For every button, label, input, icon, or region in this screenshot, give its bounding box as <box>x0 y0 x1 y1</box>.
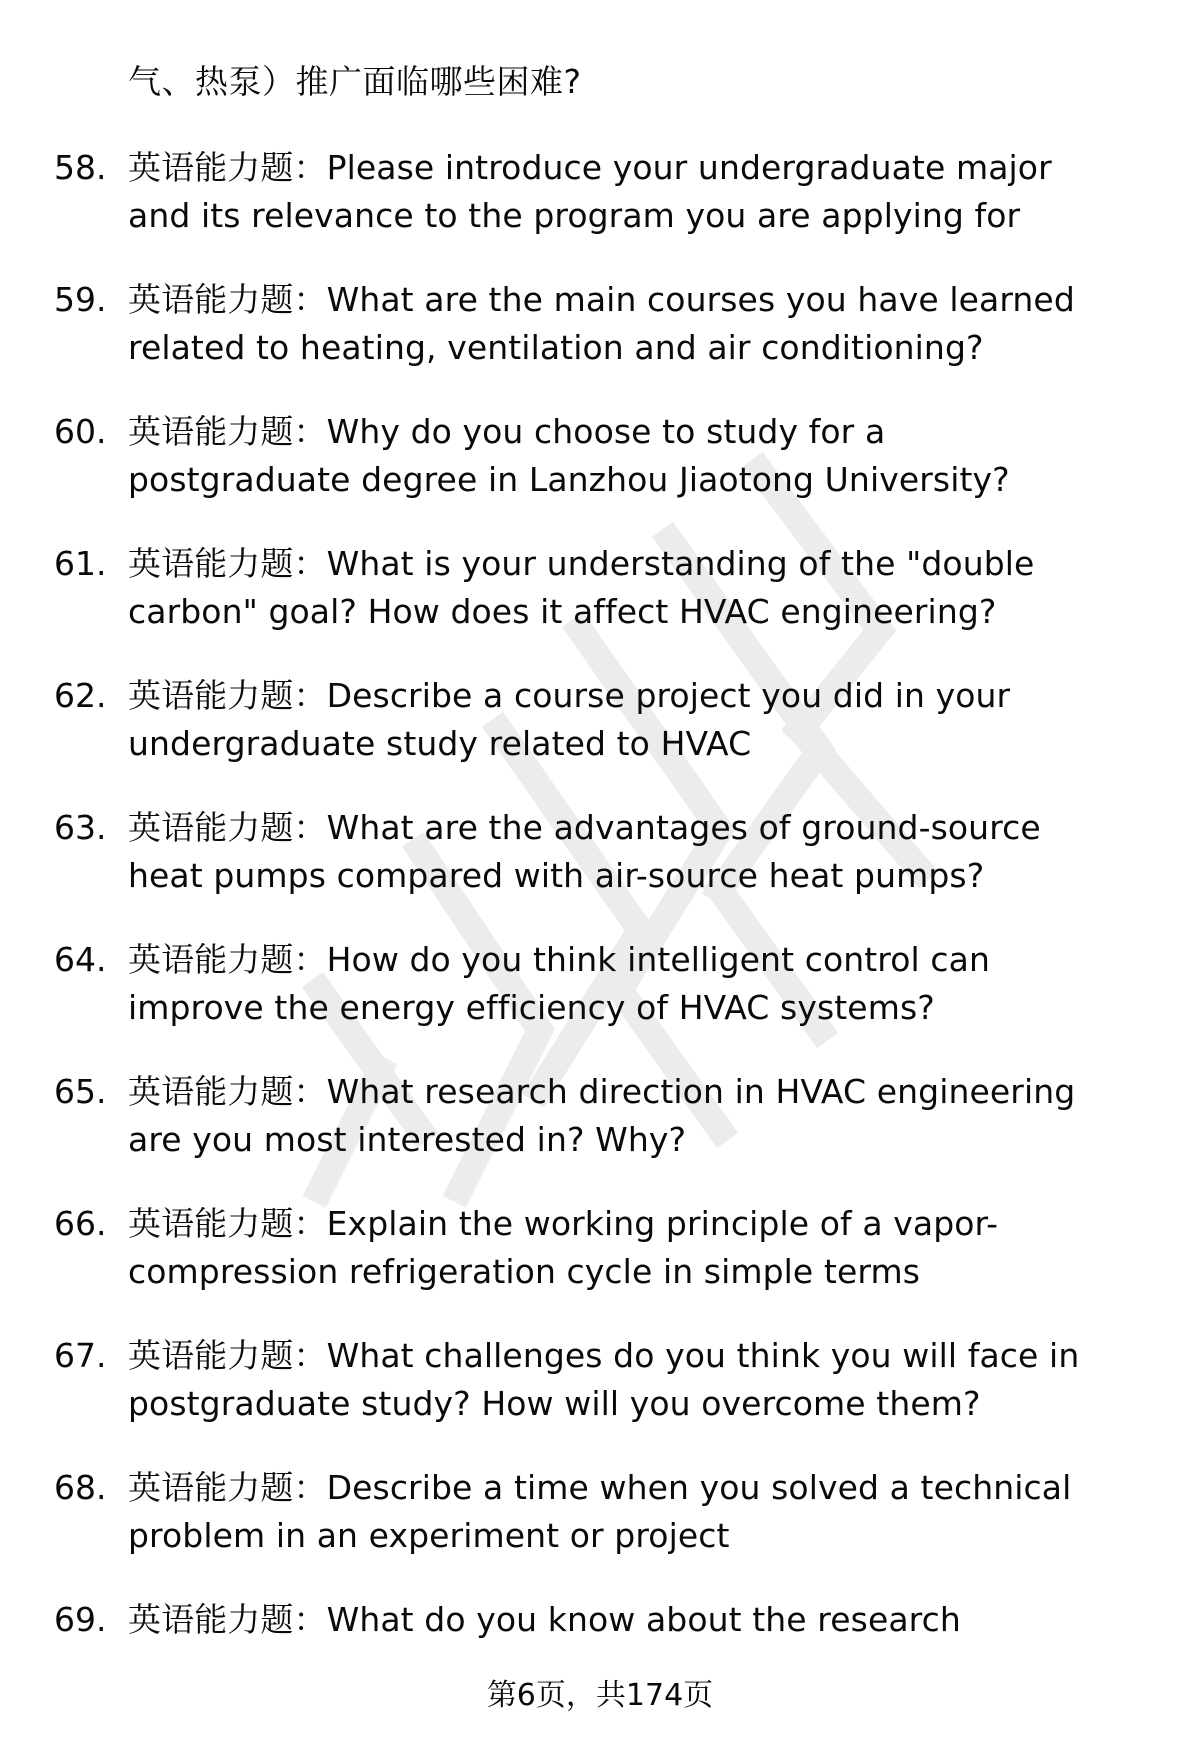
question-line-1: What are the main courses you have learned <box>326 280 1075 319</box>
question-text <box>128 540 1138 636</box>
question-line-1: Describe a course project you did in your <box>326 676 1011 715</box>
question-number: 58. <box>54 148 107 187</box>
question-item <box>0 1068 1200 1200</box>
question-line-1: Describe a time when you solved a technical <box>326 1468 1072 1507</box>
question-number: 68. <box>54 1468 107 1507</box>
question-tag: 英语能力题： <box>128 1600 327 1639</box>
page-footer: 第6页，共174页 <box>486 1678 714 1713</box>
question-number: 63. <box>54 808 107 847</box>
question-item <box>0 1332 1200 1464</box>
question-line-1: What research direction in HVAC engineering <box>326 1072 1076 1111</box>
question-line-2: undergraduate study related to HVAC <box>128 724 752 763</box>
question-line-2: related to heating, ventilation and air conditioning? <box>128 328 984 367</box>
question-text <box>128 672 1138 768</box>
question-number: 67. <box>54 1336 107 1375</box>
question-line-2: and its relevance to the program you are applying for <box>128 196 1021 235</box>
continuation-text: 气、热泵）推广面临哪些困难? <box>128 62 582 101</box>
question-line-2: heat pumps compared with air-source heat pumps? <box>128 856 985 895</box>
question-text <box>128 1068 1138 1164</box>
question-item <box>0 408 1200 540</box>
question-line-2: are you most interested in? Why? <box>128 1120 687 1159</box>
question-line-1: What is your understanding of the "double <box>326 544 1035 583</box>
question-tag: 英语能力题： <box>128 148 327 187</box>
question-line-2: postgraduate degree in Lanzhou Jiaotong University? <box>128 460 1010 499</box>
question-text <box>128 1332 1138 1428</box>
question-text <box>128 804 1138 900</box>
question-item <box>0 1464 1200 1596</box>
question-number: 62. <box>54 676 107 715</box>
question-item <box>0 1200 1200 1332</box>
question-tag: 英语能力题： <box>128 412 327 451</box>
question-line-2: improve the energy efficiency of HVAC systems? <box>128 988 935 1027</box>
question-text <box>128 276 1138 372</box>
question-line-1: How do you think intelligent control can <box>326 940 990 979</box>
question-item <box>0 672 1200 804</box>
question-text <box>128 1596 1138 1644</box>
question-number: 61. <box>54 544 107 583</box>
question-tag: 英语能力题： <box>128 808 327 847</box>
question-item <box>0 540 1200 672</box>
question-number: 60. <box>54 412 107 451</box>
question-line-2: problem in an experiment or project <box>128 1516 730 1555</box>
question-line-1: Why do you choose to study for a <box>326 412 886 451</box>
question-line-1: What challenges do you think you will face in <box>326 1336 1080 1375</box>
question-line-1: What do you know about the research <box>326 1600 961 1639</box>
question-text <box>128 1464 1138 1560</box>
question-line-2: carbon" goal? How does it affect HVAC engineering? <box>128 592 997 631</box>
question-line-2: postgraduate study? How will you overcome them? <box>128 1384 981 1423</box>
question-tag: 英语能力题： <box>128 1336 327 1375</box>
question-number: 66. <box>54 1204 107 1243</box>
question-number: 69. <box>54 1600 107 1639</box>
question-tag: 英语能力题： <box>128 940 327 979</box>
question-item <box>0 936 1200 1068</box>
question-line-1: What are the advantages of ground-source <box>326 808 1041 847</box>
question-number: 65. <box>54 1072 107 1111</box>
question-tag: 英语能力题： <box>128 1204 327 1243</box>
question-text <box>128 936 1138 1032</box>
question-item <box>0 276 1200 408</box>
question-list <box>0 144 1200 1728</box>
question-item <box>0 144 1200 276</box>
question-number: 59. <box>54 280 107 319</box>
question-line-1: Please introduce your undergraduate major <box>326 148 1052 187</box>
question-item <box>0 804 1200 936</box>
question-number: 64. <box>54 940 107 979</box>
question-text <box>128 144 1138 240</box>
question-tag: 英语能力题： <box>128 1468 327 1507</box>
question-tag: 英语能力题： <box>128 280 327 319</box>
question-tag: 英语能力题： <box>128 676 327 715</box>
question-line-1: Explain the working principle of a vapor- <box>326 1204 999 1243</box>
question-tag: 英语能力题： <box>128 544 327 583</box>
question-text <box>128 408 1138 504</box>
question-text <box>128 1200 1138 1296</box>
question-tag: 英语能力题： <box>128 1072 327 1111</box>
question-line-2: compression refrigeration cycle in simple terms <box>128 1252 920 1291</box>
